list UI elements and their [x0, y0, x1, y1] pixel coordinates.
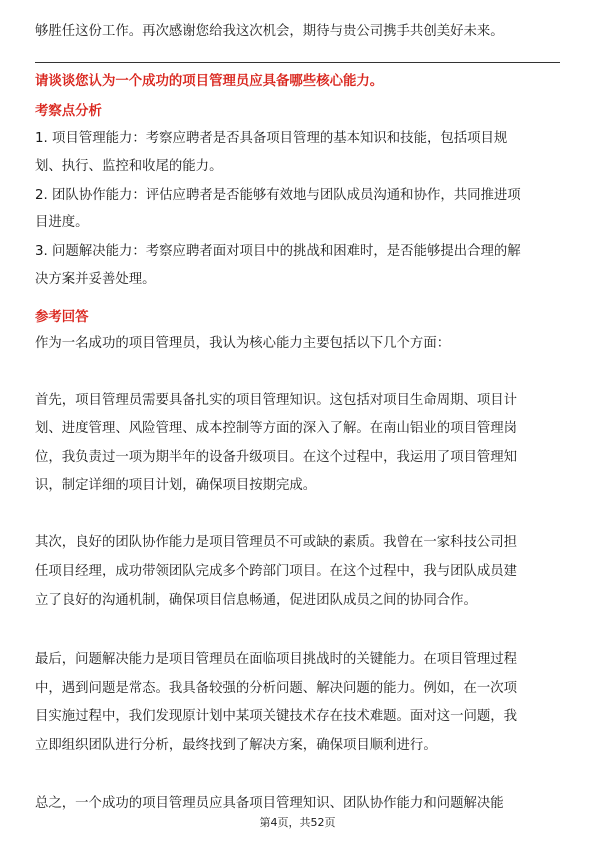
answer-paragraph-1-line-4: 识，制定详细的项目计划，确保项目按期完成。	[35, 478, 317, 493]
answer-paragraph-1-line-2: 划、进度管理、风险管理、成本控制等方面的深入了解。在南山铝业的项目管理岗	[35, 421, 518, 436]
answer-paragraph-2-line-1: 其次，良好的团队协作能力是项目管理员不可或缺的素质。我曾在一家科技公司担	[35, 535, 518, 550]
analysis-item-2-line-2: 目进度。	[35, 215, 89, 230]
answer-paragraph-2-line-3: 立了良好的沟通机制，确保项目信息畅通，促进团队成员之间的协同合作。	[35, 593, 477, 608]
answer-paragraph-3-line-4: 立即组织团队进行分析，最终找到了解决方案，确保项目顺利进行。	[35, 738, 437, 753]
answer-paragraph-1-line-3: 位，我负责过一项为期半年的设备升级项目。在这个过程中，我运用了项目管理知	[35, 450, 518, 465]
section-divider	[35, 62, 560, 63]
analysis-item-1-line-2: 划、执行、监控和收尾的能力。	[35, 159, 223, 174]
question-title: 请谈谈您认为一个成功的项目管理员应具备哪些核心能力。	[35, 74, 384, 89]
analysis-item-1-line-1: 1. 项目管理能力：考察应聘者是否具备项目管理的基本知识和技能，包括项目规	[35, 131, 508, 146]
answer-paragraph-3-line-1: 最后，问题解决能力是项目管理员在面临项目挑战时的关键能力。在项目管理过程	[35, 652, 518, 667]
analysis-heading: 考察点分析	[35, 104, 102, 119]
analysis-item-3-line-1: 3. 问题解决能力：考察应聘者面对项目中的挑战和困难时，是否能够提出合理的解	[35, 244, 521, 259]
answer-paragraph-1-line-1: 首先，项目管理员需要具备扎实的项目管理知识。这包括对项目生命周期、项目计	[35, 393, 518, 408]
analysis-item-3-line-2: 决方案并妥善处理。	[35, 272, 156, 287]
answer-intro: 作为一名成功的项目管理员，我认为核心能力主要包括以下几个方面：	[35, 336, 451, 351]
answer-paragraph-4-line-1: 总之，一个成功的项目管理员应具备项目管理知识、团队协作能力和问题解决能	[35, 796, 504, 811]
page-number-footer: 第4页，共52页	[259, 816, 336, 829]
continued-text: 够胜任这份工作。再次感谢您给我这次机会，期待与贵公司携手共创美好未来。	[35, 24, 504, 39]
answer-heading: 参考回答	[35, 310, 89, 325]
answer-paragraph-3-line-3: 目实施过程中，我们发现原计划中某项关键技术存在技术难题。面对这一问题，我	[35, 709, 518, 724]
analysis-item-2-line-1: 2. 团队协作能力：评估应聘者是否能够有效地与团队成员沟通和协作，共同推进项	[35, 188, 521, 203]
answer-paragraph-3-line-2: 中，遇到问题是常态。我具备较强的分析问题、解决问题的能力。例如，在一次项	[35, 681, 518, 696]
answer-paragraph-2-line-2: 任项目经理，成功带领团队完成多个跨部门项目。在这个过程中，我与团队成员建	[35, 564, 518, 579]
